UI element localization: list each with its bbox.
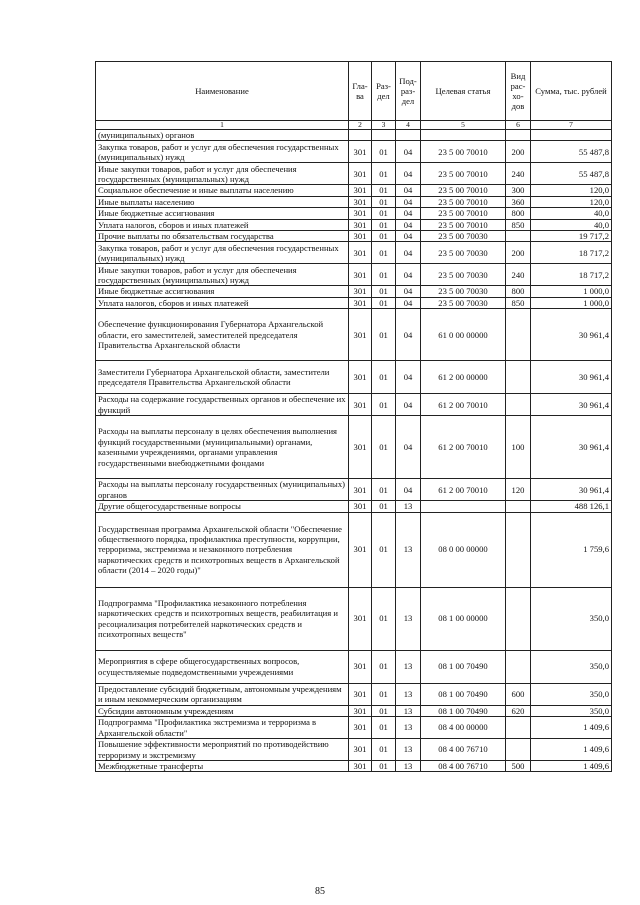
- table-row: [96, 130, 612, 141]
- row-vid: 200: [506, 141, 531, 163]
- row-sum: 350,0: [531, 705, 612, 716]
- row-sum: 1 000,0: [531, 286, 612, 297]
- row-sum: 1 409,6: [531, 739, 612, 761]
- row-razdel: 01: [372, 242, 396, 264]
- row-article: 61 2 00 00000: [421, 361, 506, 394]
- row-podrazdel: 04: [396, 264, 421, 286]
- row-sum: 19 717,2: [531, 231, 612, 242]
- row-sum: 1 409,6: [531, 761, 612, 772]
- row-razdel: 01: [372, 208, 396, 219]
- table-row: [96, 141, 612, 163]
- row-vid: [506, 739, 531, 761]
- row-article: 23 5 00 70030: [421, 264, 506, 286]
- row-vid: 800: [506, 208, 531, 219]
- row-glava: 301: [349, 587, 372, 650]
- table-row: [96, 361, 612, 394]
- col-number: 7: [531, 121, 612, 130]
- row-vid: 850: [506, 219, 531, 230]
- row-article: 23 5 00 70010: [421, 141, 506, 163]
- row-podrazdel: 13: [396, 501, 421, 512]
- row-vid: 800: [506, 286, 531, 297]
- row-vid: 200: [506, 242, 531, 264]
- row-article: [421, 130, 506, 141]
- row-sum: 1 000,0: [531, 297, 612, 308]
- table-row: [96, 286, 612, 297]
- row-sum: 120,0: [531, 196, 612, 207]
- row-article: 08 4 00 76710: [421, 739, 506, 761]
- row-sum: 350,0: [531, 650, 612, 683]
- row-vid: 240: [506, 163, 531, 185]
- row-podrazdel: 04: [396, 208, 421, 219]
- row-podrazdel: 13: [396, 683, 421, 705]
- column-numbers-row: [96, 121, 612, 130]
- row-article: 23 5 00 70030: [421, 286, 506, 297]
- row-podrazdel: 04: [396, 231, 421, 242]
- row-podrazdel: 04: [396, 242, 421, 264]
- row-glava: 301: [349, 208, 372, 219]
- row-podrazdel: 04: [396, 219, 421, 230]
- row-podrazdel: 13: [396, 705, 421, 716]
- row-podrazdel: 04: [396, 286, 421, 297]
- row-vid: 100: [506, 416, 531, 479]
- row-vid: 500: [506, 761, 531, 772]
- row-glava: 301: [349, 219, 372, 230]
- row-article: 08 1 00 00000: [421, 587, 506, 650]
- row-sum: 30 961,4: [531, 479, 612, 501]
- row-razdel: 01: [372, 309, 396, 361]
- row-article: [421, 501, 506, 512]
- row-name: Социальное обеспечение и иные выплаты населению: [96, 185, 349, 196]
- row-podrazdel: 13: [396, 761, 421, 772]
- row-razdel: 01: [372, 219, 396, 230]
- row-name: Подпрограмма "Профилактика экстремизма и терроризма в Архангельской области": [96, 717, 349, 739]
- row-sum: 488 126,1: [531, 501, 612, 512]
- row-name: (муниципальных) органов: [96, 130, 349, 141]
- row-name: Государственная программа Архангельской области "Обеспечение общественного порядка, профилактика преступности, коррупции, терроризма, экстремизма и незаконного потребления наркотических средств и психотропных веществ в Архангельской области (2014 – 2020 годы)": [96, 512, 349, 587]
- row-article: 23 5 00 70030: [421, 231, 506, 242]
- row-sum: 350,0: [531, 683, 612, 705]
- row-name: Уплата налогов, сборов и иных платежей: [96, 297, 349, 308]
- row-vid: 360: [506, 196, 531, 207]
- row-podrazdel: 04: [396, 416, 421, 479]
- row-glava: 301: [349, 185, 372, 196]
- row-sum: 55 487,8: [531, 141, 612, 163]
- row-sum: 30 961,4: [531, 361, 612, 394]
- row-article: 08 1 00 70490: [421, 650, 506, 683]
- row-razdel: 01: [372, 361, 396, 394]
- table-row: [96, 717, 612, 739]
- row-name: Предоставление субсидий бюджетным, автономным учреждениям и иным некоммерческим организациям: [96, 683, 349, 705]
- header-podrazdel: Под-раз-дел: [396, 62, 421, 121]
- row-razdel: 01: [372, 286, 396, 297]
- row-name: Повышение эффективности мероприятий по противодействию терроризму и экстремизму: [96, 739, 349, 761]
- row-razdel: 01: [372, 512, 396, 587]
- col-number: 5: [421, 121, 506, 130]
- row-vid: [506, 717, 531, 739]
- table-row: [96, 185, 612, 196]
- col-number: 6: [506, 121, 531, 130]
- row-razdel: 01: [372, 479, 396, 501]
- row-vid: [506, 309, 531, 361]
- row-glava: 301: [349, 196, 372, 207]
- row-podrazdel: 13: [396, 717, 421, 739]
- header-sum: Сумма, тыс. рублей: [531, 62, 612, 121]
- row-glava: 301: [349, 163, 372, 185]
- row-vid: 300: [506, 185, 531, 196]
- table-row: [96, 231, 612, 242]
- row-name: Иные бюджетные ассигнования: [96, 208, 349, 219]
- row-glava: 301: [349, 231, 372, 242]
- row-razdel: 01: [372, 185, 396, 196]
- row-sum: 40,0: [531, 208, 612, 219]
- row-sum: 350,0: [531, 587, 612, 650]
- row-vid: [506, 361, 531, 394]
- row-razdel: 01: [372, 163, 396, 185]
- row-article: 61 2 00 70010: [421, 479, 506, 501]
- row-razdel: 01: [372, 683, 396, 705]
- row-glava: 301: [349, 242, 372, 264]
- row-name: Мероприятия в сфере общегосударственных вопросов, осуществляемые подведомственными учреждениями: [96, 650, 349, 683]
- row-glava: 301: [349, 501, 372, 512]
- col-number: 3: [372, 121, 396, 130]
- row-glava: 301: [349, 141, 372, 163]
- row-razdel: 01: [372, 394, 396, 416]
- row-glava: 301: [349, 297, 372, 308]
- table-row: [96, 739, 612, 761]
- row-sum: 120,0: [531, 185, 612, 196]
- table-row: [96, 416, 612, 479]
- table-row: [96, 587, 612, 650]
- row-sum: 30 961,4: [531, 394, 612, 416]
- table-row: [96, 196, 612, 207]
- row-name: Иные выплаты населению: [96, 196, 349, 207]
- row-podrazdel: 04: [396, 297, 421, 308]
- row-razdel: 01: [372, 141, 396, 163]
- row-podrazdel: 04: [396, 163, 421, 185]
- header-vid: Вид рас-хо-дов: [506, 62, 531, 121]
- row-name: Иные закупки товаров, работ и услуг для обеспечения государственных (муниципальных) нужд: [96, 163, 349, 185]
- row-vid: [506, 231, 531, 242]
- row-podrazdel: 04: [396, 309, 421, 361]
- row-name: Расходы на выплаты персоналу государственных (муниципальных) органов: [96, 479, 349, 501]
- row-name: Субсидии автономным учреждениям: [96, 705, 349, 716]
- row-razdel: 01: [372, 501, 396, 512]
- row-sum: 30 961,4: [531, 416, 612, 479]
- row-vid: [506, 130, 531, 141]
- row-razdel: 01: [372, 416, 396, 479]
- row-sum: 55 487,8: [531, 163, 612, 185]
- row-vid: 240: [506, 264, 531, 286]
- table-row: [96, 219, 612, 230]
- row-name: Уплата налогов, сборов и иных платежей: [96, 219, 349, 230]
- row-razdel: 01: [372, 264, 396, 286]
- row-sum: 18 717,2: [531, 264, 612, 286]
- row-vid: 600: [506, 683, 531, 705]
- row-article: 23 5 00 70010: [421, 163, 506, 185]
- row-name: Обеспечение функционирования Губернатора Архангельской области, его заместителей, заместителей председателя Правительства Архангельской области: [96, 309, 349, 361]
- row-vid: [506, 501, 531, 512]
- table-row: [96, 264, 612, 286]
- row-glava: 301: [349, 717, 372, 739]
- table-row: [96, 683, 612, 705]
- row-name: Другие общегосударственные вопросы: [96, 501, 349, 512]
- row-vid: [506, 650, 531, 683]
- row-podrazdel: 13: [396, 739, 421, 761]
- header-row: [96, 62, 612, 121]
- row-name: Прочие выплаты по обязательствам государства: [96, 231, 349, 242]
- row-podrazdel: 04: [396, 196, 421, 207]
- table-row: [96, 501, 612, 512]
- table-row: [96, 479, 612, 501]
- row-name: Расходы на содержание государственных органов и обеспечение их функций: [96, 394, 349, 416]
- row-article: 23 5 00 70010: [421, 208, 506, 219]
- row-name: Иные закупки товаров, работ и услуг для обеспечения государственных (муниципальных) нужд: [96, 264, 349, 286]
- header-name: Наименование: [96, 62, 349, 121]
- col-number: 2: [349, 121, 372, 130]
- row-glava: 301: [349, 761, 372, 772]
- row-podrazdel: 04: [396, 185, 421, 196]
- page-number: 85: [315, 886, 325, 897]
- row-razdel: 01: [372, 650, 396, 683]
- row-sum: 40,0: [531, 219, 612, 230]
- row-sum: 30 961,4: [531, 309, 612, 361]
- table-row: [96, 309, 612, 361]
- table-row: [96, 394, 612, 416]
- row-podrazdel: [396, 130, 421, 141]
- row-article: 61 2 00 70010: [421, 416, 506, 479]
- row-glava: 301: [349, 683, 372, 705]
- row-article: 08 4 00 76710: [421, 761, 506, 772]
- row-name: Заместители Губернатора Архангельской области, заместители председателя Правительства Архангельской области: [96, 361, 349, 394]
- row-article: 61 2 00 70010: [421, 394, 506, 416]
- row-razdel: 01: [372, 297, 396, 308]
- row-sum: [531, 130, 612, 141]
- table-body: [96, 130, 612, 772]
- row-podrazdel: 04: [396, 394, 421, 416]
- row-glava: 301: [349, 361, 372, 394]
- row-article: 08 4 00 00000: [421, 717, 506, 739]
- row-sum: 1 759,6: [531, 512, 612, 587]
- row-podrazdel: 13: [396, 587, 421, 650]
- table-row: [96, 208, 612, 219]
- row-sum: 18 717,2: [531, 242, 612, 264]
- row-glava: 301: [349, 512, 372, 587]
- row-glava: 301: [349, 650, 372, 683]
- row-vid: [506, 587, 531, 650]
- row-glava: 301: [349, 739, 372, 761]
- row-razdel: 01: [372, 717, 396, 739]
- row-razdel: 01: [372, 739, 396, 761]
- budget-table: [95, 61, 612, 772]
- row-glava: 301: [349, 264, 372, 286]
- row-article: 08 0 00 00000: [421, 512, 506, 587]
- row-podrazdel: 04: [396, 141, 421, 163]
- table-row: [96, 650, 612, 683]
- row-glava: 301: [349, 416, 372, 479]
- row-article: 08 1 00 70490: [421, 683, 506, 705]
- table-row: [96, 512, 612, 587]
- header-article: Целевая статья: [421, 62, 506, 121]
- row-glava: 301: [349, 286, 372, 297]
- row-article: 61 0 00 00000: [421, 309, 506, 361]
- row-razdel: 01: [372, 196, 396, 207]
- row-podrazdel: 04: [396, 361, 421, 394]
- row-article: 23 5 00 70010: [421, 185, 506, 196]
- row-name: Иные бюджетные ассигнования: [96, 286, 349, 297]
- table-header: [96, 62, 612, 130]
- row-glava: [349, 130, 372, 141]
- row-glava: 301: [349, 394, 372, 416]
- row-razdel: 01: [372, 587, 396, 650]
- row-name: Межбюджетные трансферты: [96, 761, 349, 772]
- table-row: [96, 761, 612, 772]
- row-razdel: 01: [372, 761, 396, 772]
- row-podrazdel: 13: [396, 512, 421, 587]
- row-vid: [506, 512, 531, 587]
- row-name: Расходы на выплаты персоналу в целях обеспечения выполнения функций государственными (муниципальными) органами, казенными учреждениями, органами управления государственными внебюджетными фондами: [96, 416, 349, 479]
- row-sum: 1 409,6: [531, 717, 612, 739]
- row-name: Закупка товаров, работ и услуг для обеспечения государственных (муниципальных) нужд: [96, 242, 349, 264]
- table-row: [96, 163, 612, 185]
- header-razdel: Раз-дел: [372, 62, 396, 121]
- row-article: 08 1 00 70490: [421, 705, 506, 716]
- row-article: 23 5 00 70010: [421, 219, 506, 230]
- row-podrazdel: 13: [396, 650, 421, 683]
- row-vid: 620: [506, 705, 531, 716]
- row-name: Закупка товаров, работ и услуг для обеспечения государственных (муниципальных) нужд: [96, 141, 349, 163]
- row-vid: [506, 394, 531, 416]
- row-glava: 301: [349, 309, 372, 361]
- row-glava: 301: [349, 479, 372, 501]
- row-vid: 120: [506, 479, 531, 501]
- row-article: 23 5 00 70030: [421, 242, 506, 264]
- row-razdel: [372, 130, 396, 141]
- row-glava: 301: [349, 705, 372, 716]
- row-razdel: 01: [372, 705, 396, 716]
- row-razdel: 01: [372, 231, 396, 242]
- col-number: 1: [96, 121, 349, 130]
- col-number: 4: [396, 121, 421, 130]
- table-row: [96, 705, 612, 716]
- row-article: 23 5 00 70030: [421, 297, 506, 308]
- row-article: 23 5 00 70010: [421, 196, 506, 207]
- row-podrazdel: 04: [396, 479, 421, 501]
- header-glava: Гла-ва: [349, 62, 372, 121]
- row-name: Подпрограмма "Профилактика незаконного потребления наркотических средств и психотропных веществ, реабилитация и ресоциализация потребителей наркотических средств и психотропных веществ": [96, 587, 349, 650]
- table-row: [96, 242, 612, 264]
- row-vid: 850: [506, 297, 531, 308]
- table-row: [96, 297, 612, 308]
